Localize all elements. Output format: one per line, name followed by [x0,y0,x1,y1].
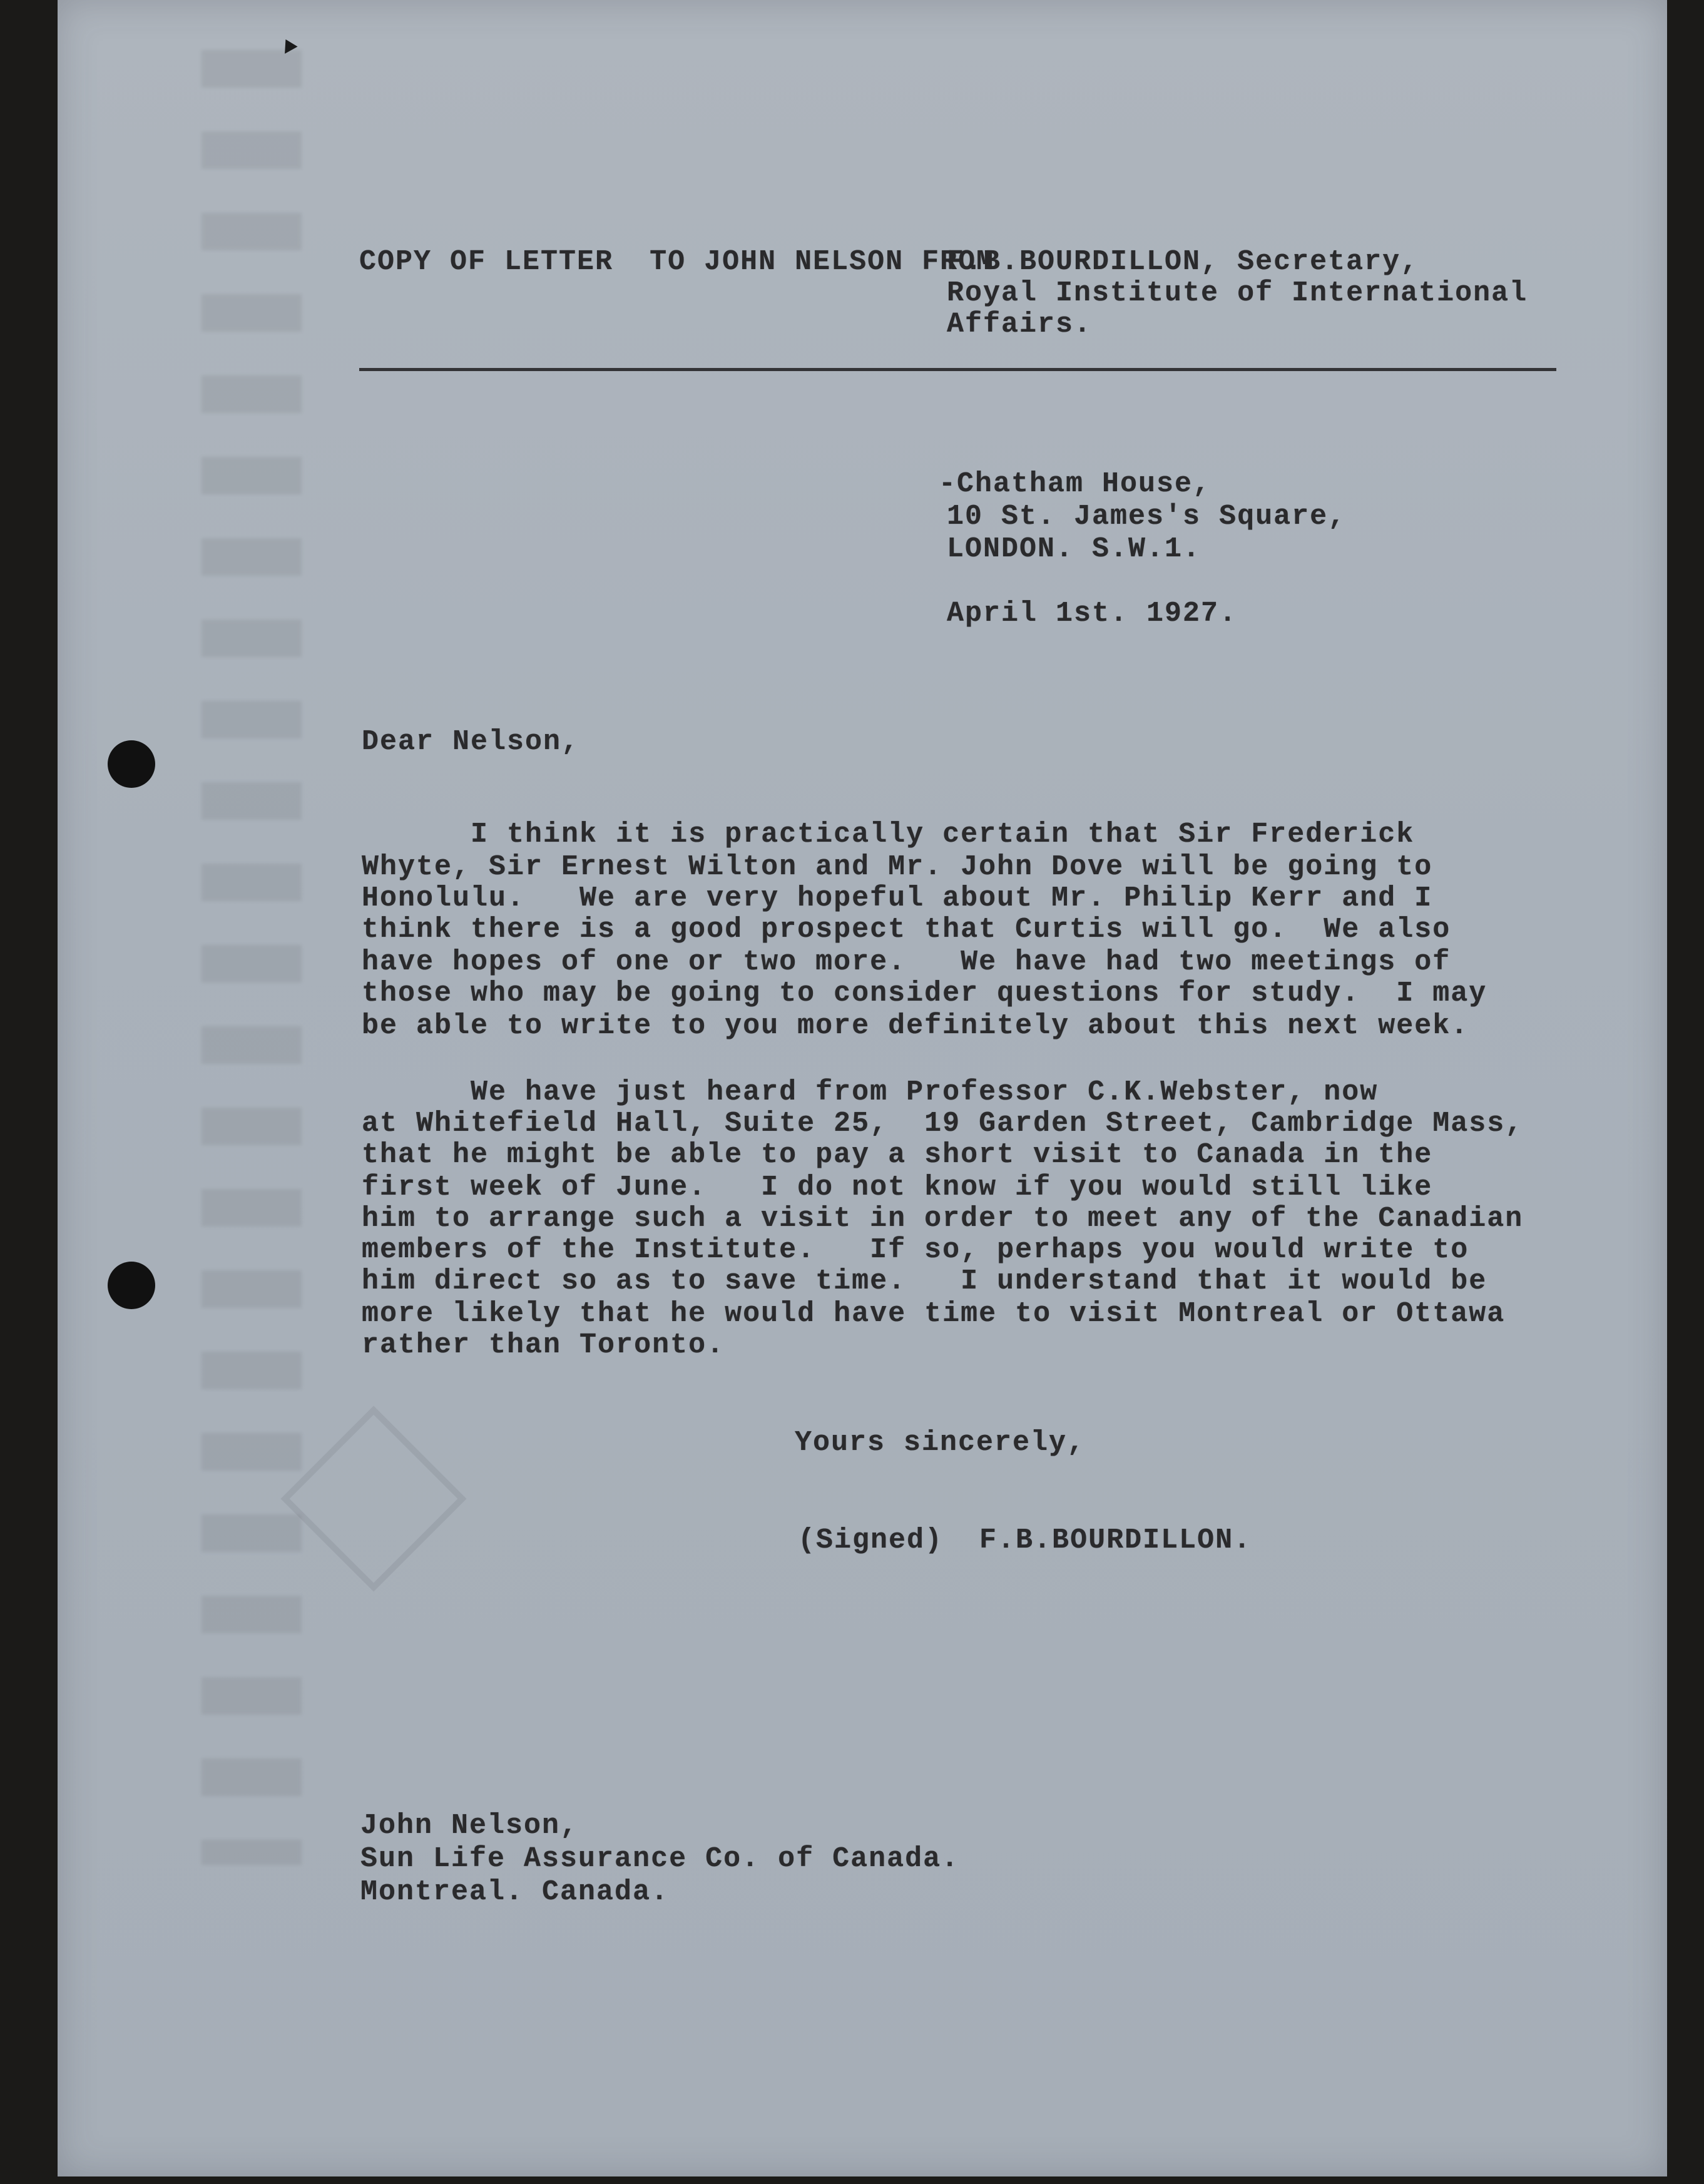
paragraph-line: be able to write to you more definitely about this next week. [362,1010,1469,1042]
paragraph-line: at Whitefield Hall, Suite 25, 19 Garden Street, Cambridge Mass, [362,1108,1524,1140]
paragraph-line: him direct so as to save time. I understand that it would be [362,1265,1487,1297]
heading-line: F.B.BOURDILLON, Secretary, [947,246,1419,278]
heading-line: Royal Institute of International [947,277,1528,309]
heading-divider [359,368,1556,371]
letter-heading-left: COPY OF LETTER TO JOHN NELSON FROM [359,246,995,278]
show-through-watermark [202,50,302,1865]
recipient-line: John Nelson, [360,1810,579,1842]
paragraph-line: members of the Institute. If so, perhaps you would write to [362,1234,1469,1266]
address-line: -Chatham House, [939,468,1212,500]
paragraph-line: that he might be able to pay a short visit to Canada in the [362,1139,1433,1171]
paragraph-line: more likely that he would have time to visit Montreal or Ottawa [362,1298,1506,1330]
recipient-line: Montreal. Canada. [360,1876,670,1908]
heading-line: Affairs. [947,309,1093,340]
paragraph-line: have hopes of one or two more. We have had two meetings of [362,946,1451,978]
letter-date: April 1st. 1927. [947,598,1238,630]
paragraph-line: him to arrange such a visit in order to meet any of the Canadian [362,1203,1524,1235]
closing: Yours sincerely, [795,1427,1086,1459]
address-line: 10 St. James's Square, [947,501,1347,533]
punch-hole-top [108,740,155,788]
paragraph-line: first week of June. I do not know if you would still like [362,1171,1433,1203]
recipient-line: Sun Life Assurance Co. of Canada. [360,1843,960,1875]
signature: (Signed) F.B.BOURDILLON. [798,1524,1252,1556]
address-line: LONDON. S.W.1. [947,533,1201,565]
punch-hole-bottom [108,1262,155,1309]
paragraph-line: I think it is practically certain that Sir Frederick [362,819,1415,850]
paragraph-line: think there is a good prospect that Curtis will go. We also [362,914,1451,946]
salutation: Dear Nelson, [362,726,580,758]
paragraph-line: those who may be going to consider questions for study. I may [362,977,1487,1009]
paragraph-line: Whyte, Sir Ernest Wilton and Mr. John Dove will be going to [362,851,1433,883]
show-through-stamp [281,1406,467,1592]
paragraph-line: We have just heard from Professor C.K.Webster, now [362,1076,1379,1108]
paragraph-line: Honolulu. We are very hopeful about Mr. Philip Kerr and I [362,882,1433,914]
paragraph-line: rather than Toronto. [362,1329,725,1361]
